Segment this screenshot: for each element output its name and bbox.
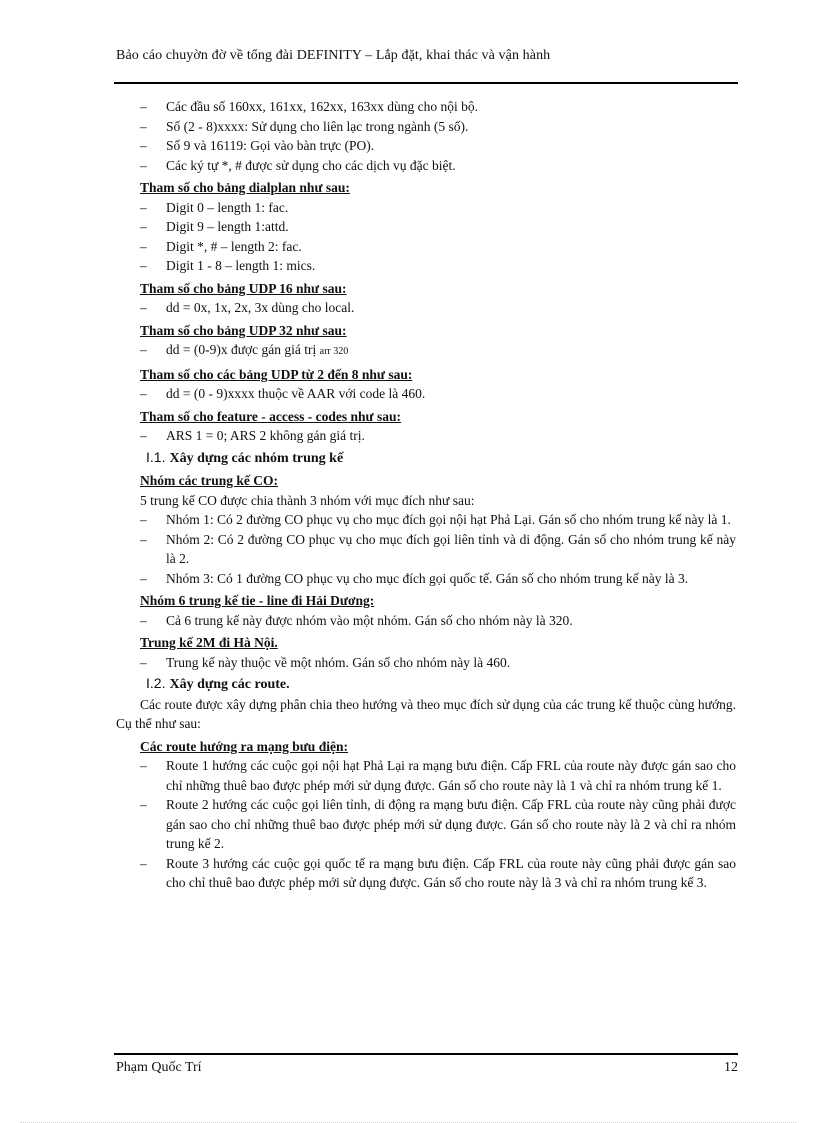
udp2to8-list [140,384,736,404]
udp32-list [140,340,736,362]
small-text: arr 320 [319,346,349,357]
section-heading-trunk-groups [146,448,736,469]
dialplan-list [140,198,736,276]
dash-marker: – [140,855,147,871]
list-item: – Các đầu số 160xx, 161xx, 162xx, 163xx dùng cho nội bộ. [140,97,736,117]
co-intro: 5 trung kế CO được chia thành 3 nhóm với mục đích như sau: [140,492,475,508]
co-heading: Nhóm các trung kế CO: [140,473,278,488]
outward-routes-list [140,756,736,893]
list-item: – Các ký tự *, # được sử dụng cho các dịch vụ đặc biệt. [140,156,736,176]
dash-marker: – [140,612,147,628]
list-item: – dd = (0 - 9)xxxx thuộc về AAR với code là 460. [140,384,736,404]
dash-marker: – [140,219,147,234]
hanoi-heading: Trung kế 2M đi Hà Nội. [140,635,278,650]
dash-marker: – [140,531,147,547]
footer-author: Phạm Quốc Trí [116,1060,202,1075]
dash-marker: – [140,118,147,134]
dash-marker: – [140,238,147,254]
dash-marker: – [140,157,147,173]
list-item: – Digit *, # – length 2: fac. [140,237,736,257]
list-item: – Nhóm 1: Có 2 đường CO phục vụ cho mục đích gọi nội hạt Phả Lại. Gán số cho nhóm trung kế này là 1. [140,510,736,530]
fac-heading: Tham số cho feature - access - codes như sau: [140,408,401,424]
header-rule [114,82,738,84]
dialplan-heading: Tham số cho bảng dialplan như sau: [140,180,350,195]
list-item: – Số (2 - 8)xxxx: Sử dụng cho liên lạc trong ngành (5 số). [140,117,736,137]
dash-marker: – [140,199,147,215]
fac-list [140,426,736,446]
list-item: – dd = (0-9)x được gán giá trị arr 320 [140,340,736,362]
section-heading-routes [146,674,736,695]
list-item: – Nhóm 2: Có 2 đường CO phục vụ cho mục đích gọi liên tỉnh và di động. Gán số cho nhóm trung kế này là 2. [140,531,736,566]
page-number: 12 [724,1060,738,1075]
dash-marker: – [140,758,147,773]
page-header-title: Bảo cáo chuyờn đờ về tổng đài DEFINITY – Lắp đặt, khai thác và vận hành [116,48,551,63]
dash-marker: – [140,570,147,586]
routes-intro: Các route được xây dựng phân chia theo hướng và theo mục đích sử dụng của các trung kế thuộc cùng hướng. Cụ thể như sau: [116,696,736,731]
list-item: – Route 2 hướng các cuộc gọi liên tỉnh, di động ra mạng bưu điện. Cấp FRL của route này cũng phải được gán sao cho chỉ những thuê bao được phép mới sử dụng được. Gán số cho route này là 2 và chỉ ra nhóm trung kế 2. [140,797,736,851]
outward-routes-heading: Các route hướng ra mạng bưu điện: [140,738,348,754]
list-item: – Nhóm 3: Có 1 đường CO phục vụ cho mục đích gọi quốc tế. Gán số cho nhóm trung kế này là 3. [140,569,736,589]
list-item: – Trung kế này thuộc về một nhóm. Gán số cho nhóm này là 460. [140,653,736,673]
udp32-heading: Tham số cho bảng UDP 32 như sau: [140,322,347,338]
udp16-heading: Tham số cho bảng UDP 16 như sau: [140,280,347,296]
section-number: I.2. [146,675,166,691]
dash-marker: – [140,138,147,153]
udp2to8-heading: Tham số cho các bảng UDP từ 2 đến 8 như sau: [140,366,413,382]
list-item: – ARS 1 = 0; ARS 2 không gán giá trị. [140,426,736,446]
dash-marker: – [140,512,147,527]
tie-heading: Nhóm 6 trung kế tie - line đi Hải Dương: [140,593,375,608]
tie-list [140,611,736,631]
list-item: – Cả 6 trung kế này được nhóm vào một nhóm. Gán số cho nhóm này là 320. [140,611,736,631]
dash-marker: – [140,386,147,401]
dash-marker: – [140,99,147,114]
list-item: – Digit 1 - 8 – length 1: mics. [140,256,736,276]
dash-marker: – [140,300,147,315]
section-number: I.1. [146,448,166,465]
dash-marker: – [140,797,147,812]
list-item: – Số 9 và 16119: Gọi vào bàn trực (PO). [140,136,736,156]
dash-marker: – [140,654,147,670]
dash-marker: – [140,428,147,443]
list-item: – Digit 9 – length 1:attd. [140,217,736,237]
footer-rule [114,1053,738,1055]
udp16-list [140,298,736,318]
list-item: – Route 3 hướng các cuộc gọi quốc tế ra mạng bưu điện. Cấp FRL của route này cũng phải được gán sao cho chỉ thuê bao được phép mới sử dụng được. Gán số cho route này là 3 và chỉ ra nhóm trung kế 3. [140,855,736,890]
intro-bullet-list [140,97,736,175]
section-title: Xây dựng các route. [169,677,290,692]
list-item: – dd = 0x, 1x, 2x, 3x dùng cho local. [140,298,736,318]
dash-marker: – [140,258,147,273]
hanoi-list [140,653,736,673]
document-body [116,97,736,893]
section-title: Xây dựng các nhóm trung kế [169,450,344,466]
co-list [140,510,736,588]
list-item: – Route 1 hướng các cuộc gọi nội hạt Phả Lại ra mạng bưu điện. Cấp FRL của route này được gán sao cho chỉ những thuê bao được phép mới sử dụng được. Gán số cho route này là 1 và chỉ ra nhóm trung kế 1. [140,758,736,793]
list-item: – Digit 0 – length 1: fac. [140,198,736,218]
dash-marker: – [140,342,147,357]
